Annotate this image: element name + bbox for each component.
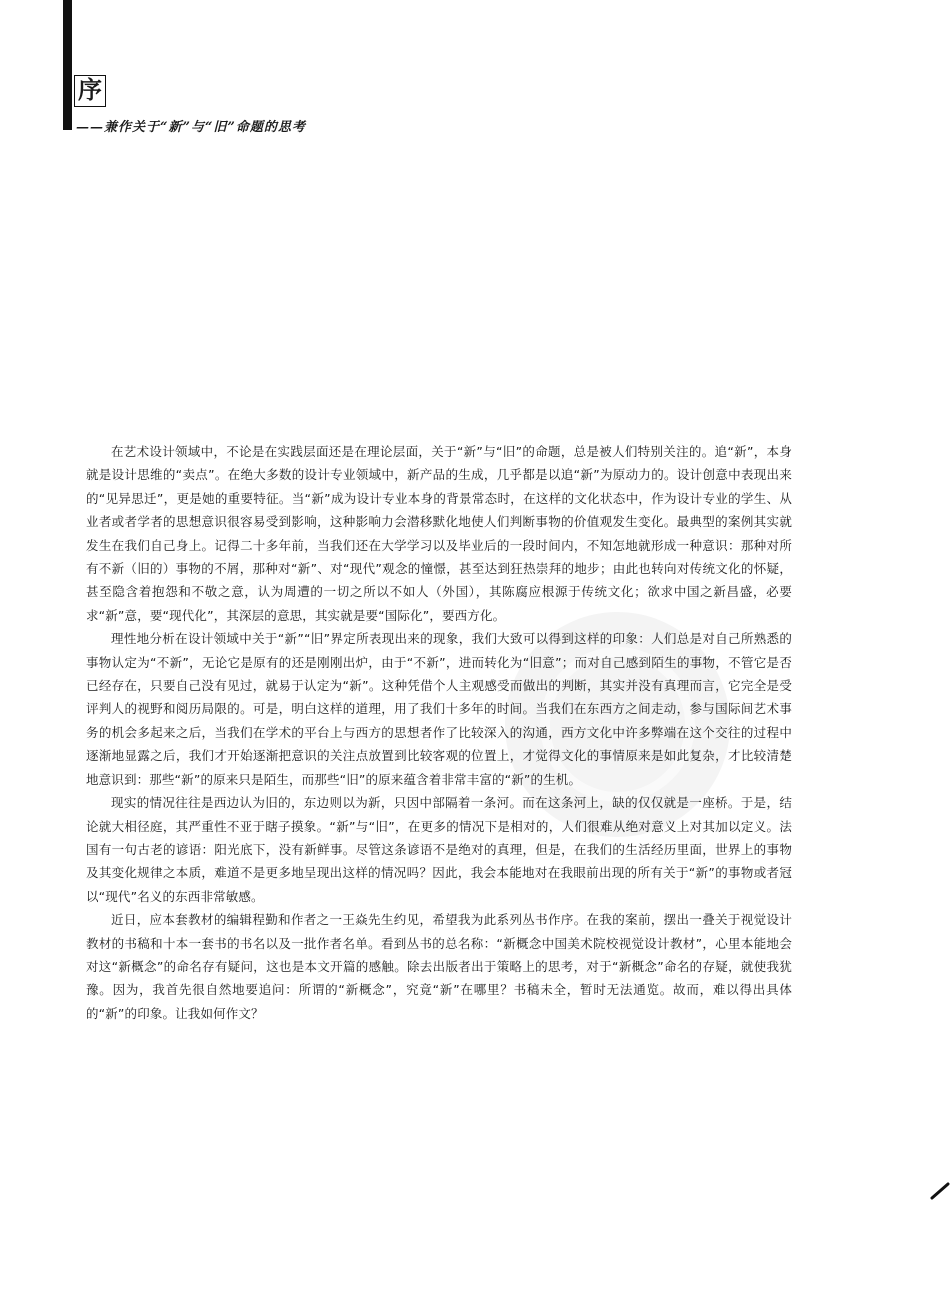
page-subtitle: ——兼作关于“新”与“旧”命题的思考 <box>76 120 306 135</box>
paragraph: 现实的情况往往是西边认为旧的，东边则以为新，只因中部隔着一条河。而在这条河上，缺的仅仅就是一座桥。于是，结论就大相径庭，其严重性不亚于瞎子摸象。“新”与“旧”，在更多的情况下是相对的，人们很难从绝对意义上对其加以定义。法国有一句古老的谚语：阳光底下，没有新鲜事。尽管这条谚语不是绝对的真理，但是，在我们的生活经历里面，世界上的事物及其变化规律之本质，难道不是更多地呈现出这样的情况吗？因此，我会本能地对在我眼前出现的所有关于“新”的事物或者冠以“现代”名义的东西非常敏感。 <box>86 795 792 904</box>
paragraph: 在艺术设计领域中，不论是在实践层面还是在理论层面，关于“新”与“旧”的命题，总是被人们特别关注的。追“新”，本身就是设计思维的“卖点”。在绝大多数的设计专业领域中，新产品的生成，几乎都是以追“新”为原动力的。设计创意中表现出来的“见异思迁”，更是她的重要特征。当“新”成为设计专业本身的背景常态时，在这样的文化状态中，作为设计专业的学生、从业者或者学者的思想意识很容易受到影响，这种影响力会潜移默化地使人们判断事物的价值观发生变化。最典型的案例其实就发生在我们自己身上。记得二十多年前，当我们还在大学学习以及毕业后的一段时间内，不知怎地就形成一种意识：那种对所有不新（旧的）事物的不屑，那种对“新”、对“现代”观念的憧憬，甚至达到狂热崇拜的地步；由此也转向对传统文化的怀疑，甚至隐含着抱怨和不敬之意，认为周遭的一切之所以不如人（外国），其陈腐应根源于传统文化；欲求中国之新昌盛，必要求“新”意，要“现代化”，其深层的意思，其实就是要“国际化”，要西方化。 <box>86 444 792 623</box>
body-text <box>86 440 792 1025</box>
page-title: 序 <box>74 75 106 107</box>
pen-mark-icon <box>930 1180 950 1200</box>
margin-bar <box>63 0 72 130</box>
paragraph: 近日，应本套教材的编辑程勤和作者之一王焱先生约见，希望我为此系列丛书作序。在我的案前，摆出一叠关于视觉设计教材的书稿和十本一套书的书名以及一批作者名单。看到丛书的总名称：“新概念中国美术院校视觉设计教材”，心里本能地会对这“新概念”的命名存有疑问，这也是本文开篇的感触。除去出版者出于策略上的思考，对于“新概念”命名的存疑，就使我犹豫。因为，我首先很自然地要追问：所谓的“新概念”，究竟“新”在哪里？书稿未全，暂时无法通览。故而，难以得出具体的“新”的印象。让我如何作文？ <box>86 912 792 1021</box>
paragraph: 理性地分析在设计领域中关于“新”“旧”界定所表现出来的现象，我们大致可以得到这样的印象：人们总是对自己所熟悉的事物认定为“不新”，无论它是原有的还是刚刚出炉，由于“不新”，进而转化为“旧意”；而对自己感到陌生的事物，不管它是否已经存在，只要自己没有见过，就易于认定为“新”。这种凭借个人主观感受而做出的判断，其实并没有真理而言，它完全是受评判人的视野和阅历局限的。可是，明白这样的道理，用了我们十多年的时间。当我们在东西方之间走动，参与国际间艺术事务的机会多起来之后，当我们在学术的平台上与西方的思想者作了比较深入的沟通，西方文化中许多弊端在这个交往的过程中逐渐地显露之后，我们才开始逐渐把意识的关注点放置到比较客观的位置上，才觉得文化的事情原来是如此复杂，才比较清楚地意识到：那些“新”的原来只是陌生，而那些“旧”的原来蕴含着非常丰富的“新”的生机。 <box>86 631 792 787</box>
